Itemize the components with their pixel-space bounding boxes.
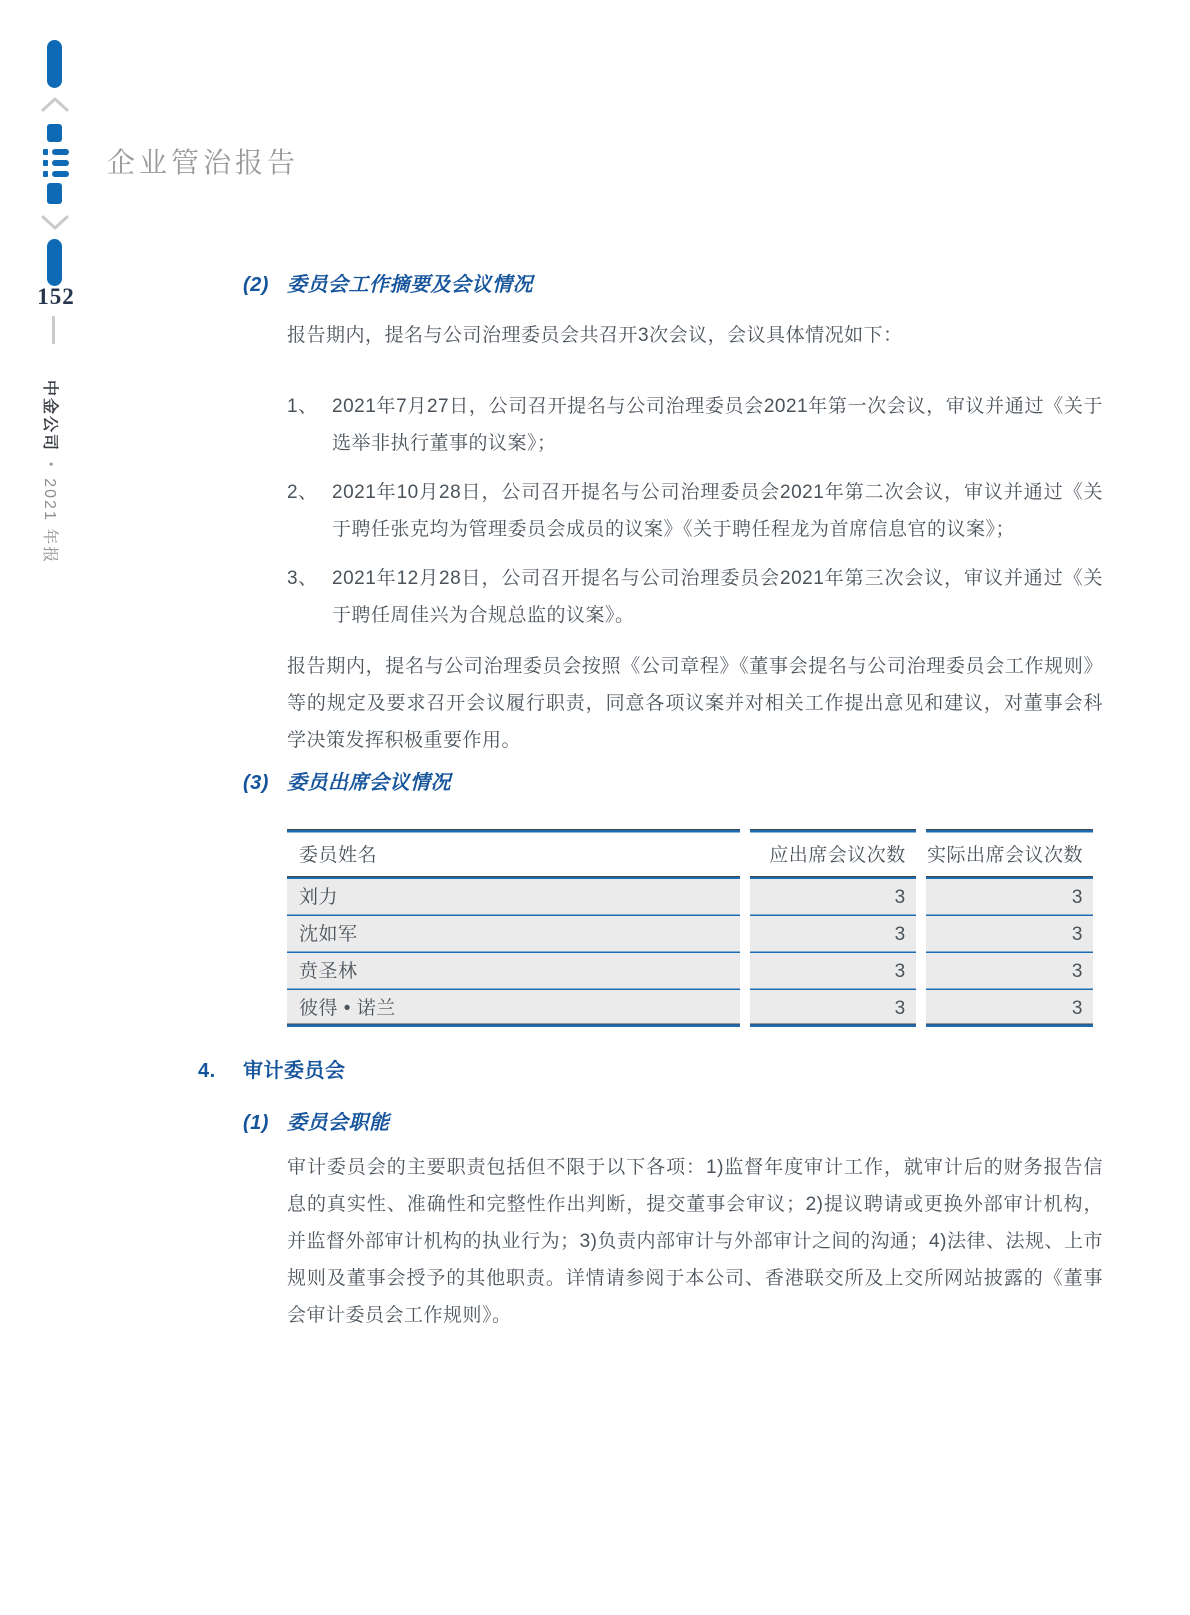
meeting-item bbox=[287, 474, 1103, 548]
chevron-down-icon bbox=[41, 214, 69, 231]
meeting-item-number: 2、 bbox=[287, 482, 318, 503]
table-row bbox=[287, 916, 1093, 953]
spine-brand: 中金公司 bbox=[41, 380, 58, 453]
spine-text bbox=[40, 380, 63, 580]
chapter-title: 企业管治报告 bbox=[107, 148, 300, 179]
meetings-attended-cell: 3 bbox=[926, 916, 1093, 953]
attendance-table bbox=[277, 829, 1103, 1027]
section-4-1-heading bbox=[243, 1109, 1103, 1137]
meeting-item-text: 2021年10月28日，公司召开提名与公司治理委员会2021年第二次会议，审议并通过《关于聘任张克均为管理委员会成员的议案》《关于聘任程龙为首席信息官的议案》； bbox=[332, 482, 1103, 540]
meetings-due-cell: 3 bbox=[750, 990, 915, 1027]
meeting-item bbox=[287, 560, 1103, 634]
section-2-intro: 报告期内，提名与公司治理委员会共召开3次会议，会议具体情况如下： bbox=[287, 325, 903, 346]
column-header-member-name: 委员姓名 bbox=[287, 829, 740, 879]
member-name-cell: 彼得 • 诺兰 bbox=[287, 990, 740, 1027]
menu-list-icon bbox=[43, 149, 70, 182]
column-header-meetings-attended: 实际出席会议次数 bbox=[926, 829, 1093, 879]
spine-edition: 2021 年报 bbox=[41, 478, 58, 565]
meetings-attended-cell: 3 bbox=[926, 879, 1093, 916]
spine-separator-dot: • bbox=[44, 462, 58, 469]
section-4-1-number: (1) bbox=[243, 1112, 269, 1134]
meetings-attended-cell: 3 bbox=[926, 990, 1093, 1027]
accent-bar-top bbox=[47, 40, 62, 88]
section-3-title: 委员出席会议情况 bbox=[287, 772, 451, 794]
page-number: 152 bbox=[37, 284, 75, 309]
meeting-item-text: 2021年12月28日，公司召开提名与公司治理委员会2021年第三次会议，审议并通过《关于聘任周佳兴为合规总监的议案》。 bbox=[332, 568, 1103, 626]
member-name-cell: 刘力 bbox=[287, 879, 740, 916]
meeting-item-text: 2021年7月27日，公司召开提名与公司治理委员会2021年第一次会议，审议并通过《关于选举非执行董事的议案》； bbox=[332, 396, 1103, 454]
meetings-due-cell: 3 bbox=[750, 916, 915, 953]
section-2-summary: 报告期内，提名与公司治理委员会按照《公司章程》《董事会提名与公司治理委员会工作规则》等的规定及要求召开会议履行职责，同意各项议案并对相关工作提出意见和建议，对董事会科学决策发挥积极重要作用。 bbox=[287, 656, 1103, 751]
section-4-number: 4. bbox=[198, 1060, 216, 1082]
section-2-heading bbox=[243, 271, 1103, 299]
accent-square-upper bbox=[47, 124, 62, 142]
table-row bbox=[287, 879, 1093, 916]
section-4-title: 审计委员会 bbox=[243, 1060, 346, 1082]
sidebar bbox=[0, 0, 110, 1615]
page-number-tick bbox=[52, 316, 55, 344]
meeting-item-number: 3、 bbox=[287, 568, 318, 589]
accent-square-lower bbox=[47, 183, 62, 204]
section-4-1-title: 委员会职能 bbox=[287, 1112, 390, 1134]
column-header-meetings-due: 应出席会议次数 bbox=[750, 829, 915, 879]
meetings-attended-cell: 3 bbox=[926, 953, 1093, 990]
section-4-1-body: 审计委员会的主要职责包括但不限于以下各项：1)监督年度审计工作，就审计后的财务报告信息的真实性、准确性和完整性作出判断，提交董事会审议；2)提议聘请或更换外部审计机构，并监督外部审计机构的执业行为；3)负责内部审计与外部审计之间的沟通；4)法律、法规、上市规则及董事会授予的其他职责。详情请参阅于本公司、香港联交所及上交所网站披露的《董事会审计委员会工作规则》。 bbox=[287, 1157, 1103, 1326]
meeting-item bbox=[287, 388, 1103, 462]
section-2-number: (2) bbox=[243, 274, 269, 296]
accent-bar-bottom bbox=[47, 239, 62, 286]
table-row bbox=[287, 953, 1093, 990]
meeting-item-number: 1、 bbox=[287, 396, 318, 417]
member-name-cell: 贲圣林 bbox=[287, 953, 740, 990]
section-3-heading bbox=[243, 769, 1103, 797]
meetings-due-cell: 3 bbox=[750, 953, 915, 990]
section-2-title: 委员会工作摘要及会议情况 bbox=[287, 274, 533, 296]
table-header-row bbox=[287, 829, 1093, 879]
meetings-due-cell: 3 bbox=[750, 879, 915, 916]
member-name-cell: 沈如军 bbox=[287, 916, 740, 953]
section-4-heading bbox=[198, 1057, 1103, 1085]
section-3-number: (3) bbox=[243, 772, 269, 794]
main-content bbox=[198, 271, 1103, 1334]
table-row bbox=[287, 990, 1093, 1027]
chevron-up-icon bbox=[41, 96, 69, 113]
